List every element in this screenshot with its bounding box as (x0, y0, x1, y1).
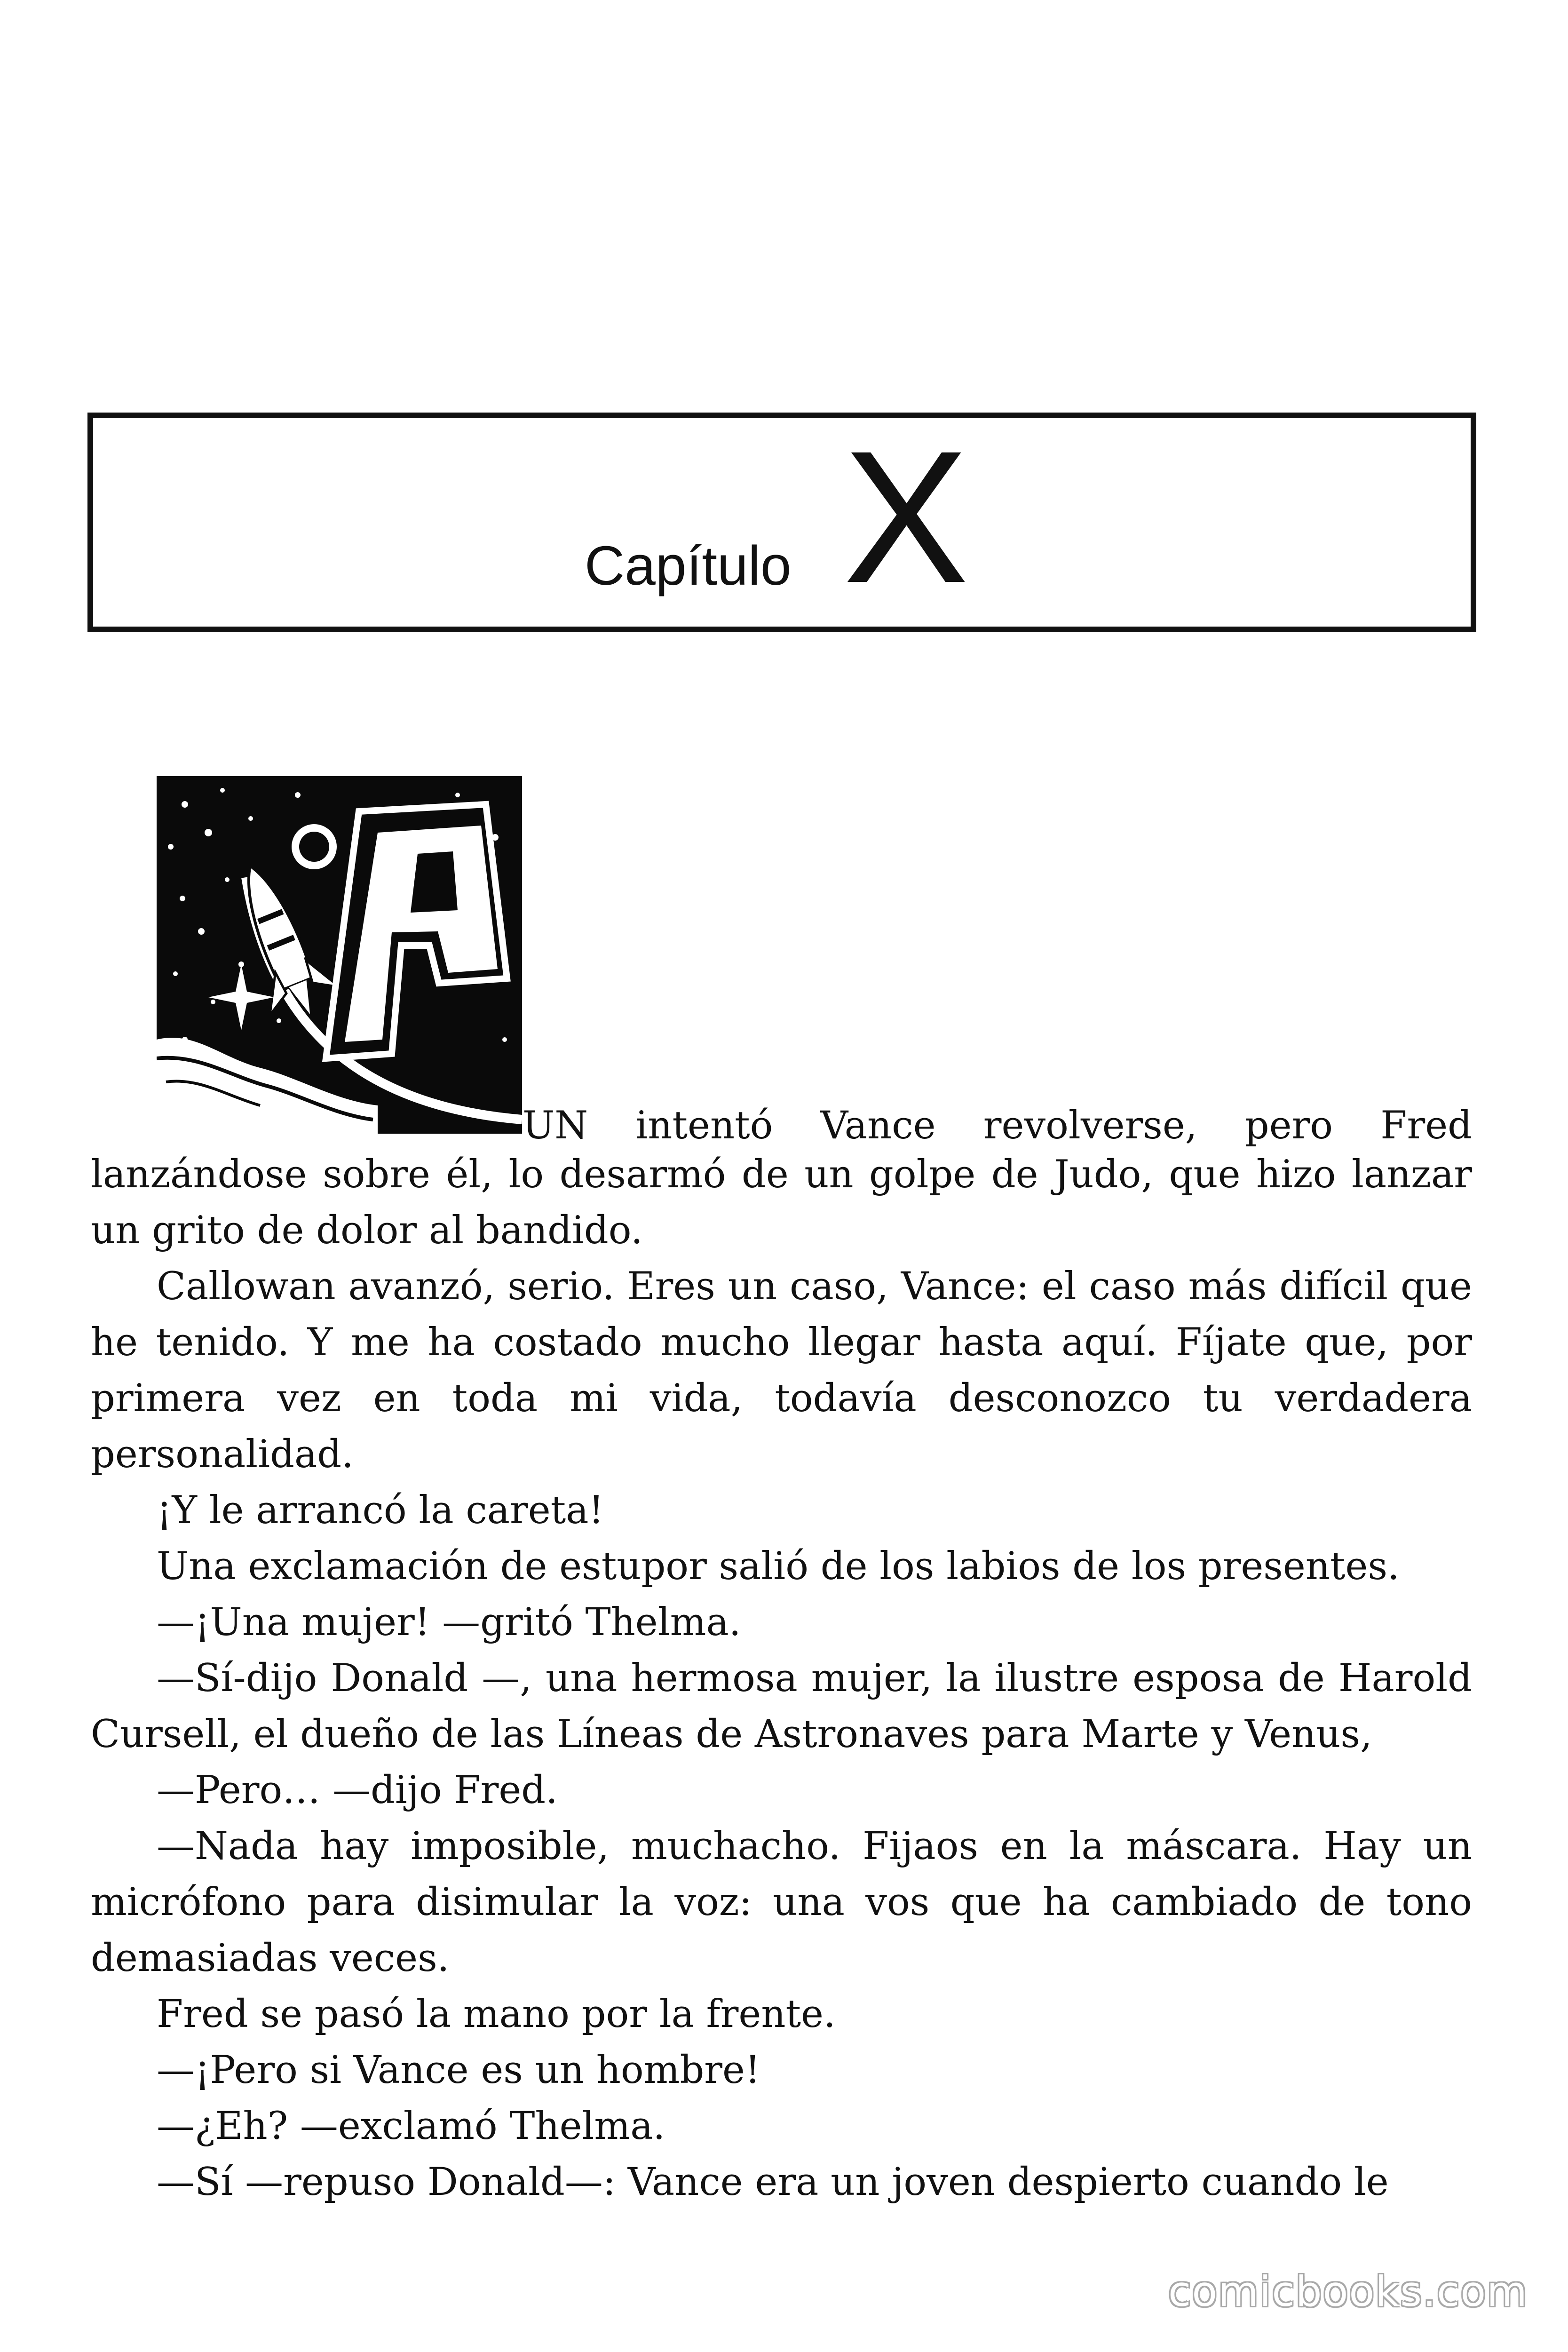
paragraph-8: —Nada hay imposible, muchacho. Fijaos en la máscara. Hay un micrófono para disimular la voz: una vos que ha cambiado de tono demasiadas veces. (91, 1824, 1472, 1980)
chapter-heading-box (87, 413, 1476, 632)
paragraph-7: —Pero… —dijo Fred. (157, 1768, 558, 1812)
paragraph-12: —Sí —repuso Donald—: Vance era un joven despierto cuando le (157, 2160, 1389, 2204)
paragraph-1-rest: lanzándose sobre él, lo desarmó de un golpe de Judo, que hizo lanzar un grito de dolor al bandido. (91, 1152, 1472, 1253)
paragraph-1 (91, 1104, 1472, 1259)
paragraph-11: —¿Eh? —exclamó Thelma. (157, 2104, 665, 2148)
paragraph-6: —Sí-dijo Donald —, una hermosa mujer, la ilustre esposa de Harold Cursell, el dueño de las Líneas de Astronaves para Marte y Venus, (91, 1656, 1472, 1756)
paragraph-10: —¡Pero si Vance es un hombre! (157, 2048, 760, 2092)
paragraph-3: ¡Y le arrancó la careta! (157, 1488, 604, 1533)
chapter-body (91, 1104, 1472, 2210)
drop-cap-illustration (157, 776, 522, 1134)
paragraph-4: Una exclamación de estupor salió de los labios de los presentes. (157, 1544, 1400, 1589)
chapter-number: X (843, 412, 969, 622)
paragraph-5: —¡Una mujer! —gritó Thelma. (157, 1600, 741, 1645)
paragraph-1-first-line: UN intentó Vance revolverse, pero Fred (523, 1104, 1472, 1148)
chapter-label: Capítulo (585, 535, 792, 597)
watermark: comicbooks.com (1168, 2267, 1528, 2316)
paragraph-2: Callowan avanzó, serio. Eres un caso, Vance: el caso más difícil que he tenido. Y me ha costado mucho llegar hasta aquí. Fíjate que, por primera vez en toda mi vida, todavía desconozco tu verdadera personalidad. (91, 1264, 1472, 1477)
paragraph-9: Fred se pasó la mano por la frente. (157, 1992, 836, 2036)
